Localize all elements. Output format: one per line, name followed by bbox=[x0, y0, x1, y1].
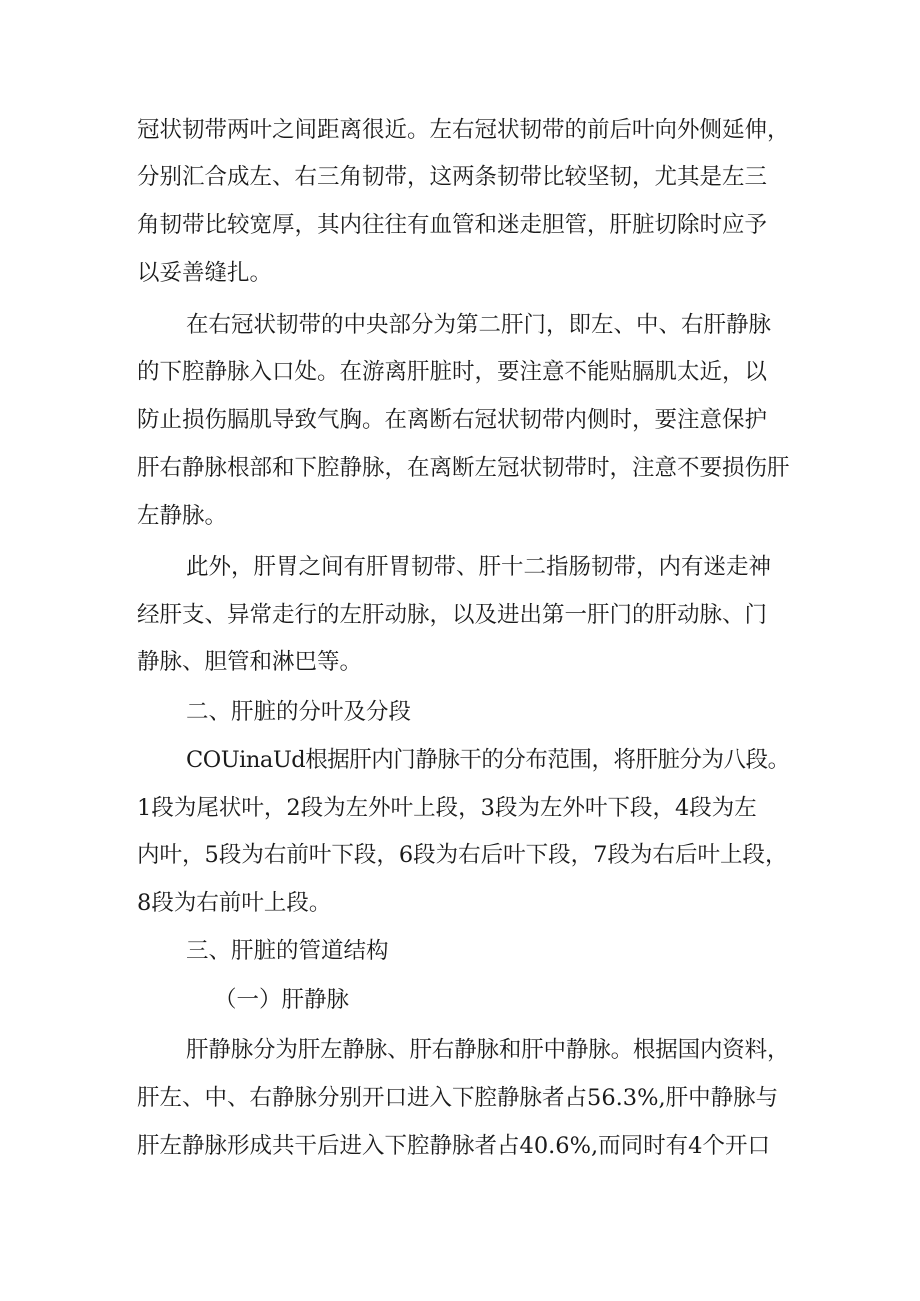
paragraph-start-line: 此外，肝胃之间有肝胃韧带、肝十二指肠韧带，内有迷走神 bbox=[186, 554, 772, 580]
text-line: 的下腔静脉入口处。在游离肝脏时，要注意不能贴膈肌太近，以 bbox=[137, 359, 768, 385]
subsection-heading: （一）肝静脉 bbox=[214, 987, 350, 1013]
section-heading: 三、肝脏的管道结构 bbox=[186, 938, 389, 964]
text-line: 8段为右前叶上段。 bbox=[137, 890, 332, 916]
text-line: 肝左静脉形成共干后进入下腔静脉者占40.6%,而同时有4个开口 bbox=[137, 1133, 770, 1159]
text-line: 经肝支、异常走行的左肝动脉，以及进出第一肝门的肝动脉、门 bbox=[137, 602, 768, 628]
paragraph-start-line: 肝静脉分为肝左静脉、肝右静脉和肝中静脉。根据国内资料， bbox=[186, 1037, 790, 1063]
text-line: 防止损伤膈肌导致气胸。在离断右冠状韧带内侧时，要注意保护 bbox=[137, 407, 768, 433]
text-line: 分别汇合成左、右三角韧带，这两条韧带比较坚韧，尤其是左三 bbox=[137, 164, 768, 190]
text-line: 冠状韧带两叶之间距离很近。左右冠状韧带的前后叶向外侧延伸， bbox=[137, 117, 790, 143]
paragraph-start-line: 在右冠状韧带的中央部分为第二肝门，即左、中、右肝静脉 bbox=[186, 312, 772, 338]
section-heading: 二、肝脏的分叶及分段 bbox=[186, 699, 412, 725]
text-line: 静脉、胆管和淋巴等。 bbox=[137, 649, 363, 675]
paragraph-start-line: COUinaUd根据肝内门静脉干的分布范围，将肝脏分为八段。 bbox=[186, 747, 790, 773]
text-line: 角韧带比较宽厚，其内往往有血管和迷走胆管，肝脏切除时应予 bbox=[137, 212, 768, 238]
text-line: 以妥善缝扎。 bbox=[137, 260, 273, 286]
text-line: 肝左、中、右静脉分别开口进入下腔静脉者占56.3%,肝中静脉与 bbox=[137, 1085, 779, 1111]
text-line: 肝右静脉根部和下腔静脉，在离断左冠状韧带时，注意不要损伤肝 bbox=[137, 455, 790, 481]
text-line: 内叶，5段为右前叶下段，6段为右后叶下段，7段为右后叶上段， bbox=[137, 842, 788, 868]
text-line: 1段为尾状叶，2段为左外叶上段，3段为左外叶下段，4段为左 bbox=[137, 795, 757, 821]
text-line: 左静脉。 bbox=[137, 503, 228, 529]
